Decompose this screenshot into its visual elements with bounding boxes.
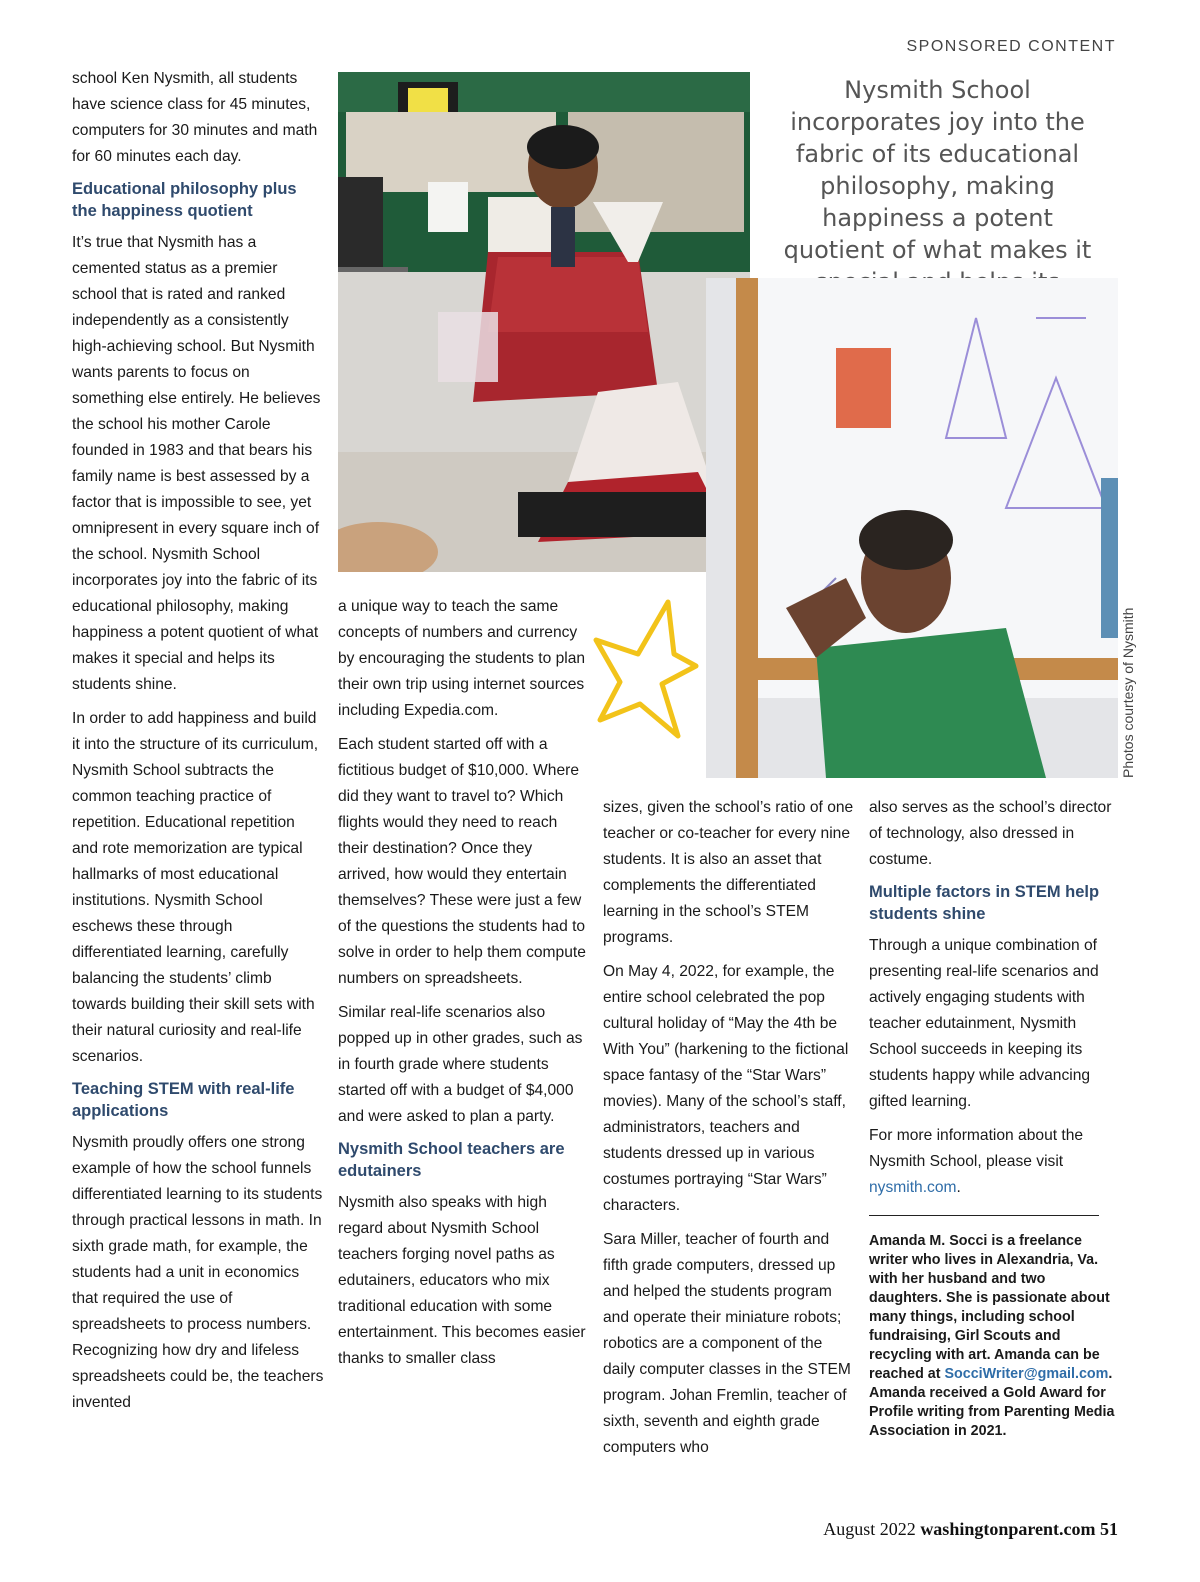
article-column-2 bbox=[338, 594, 588, 1380]
section-heading: Nysmith School teachers are edutainers bbox=[338, 1140, 565, 1180]
more-info-end: . bbox=[956, 1179, 961, 1196]
photo-credit-text: Photos courtesy of Nysmith bbox=[1120, 607, 1136, 778]
page-footer bbox=[823, 1519, 1118, 1540]
author-bio bbox=[869, 1232, 1121, 1441]
article-column-1 bbox=[72, 66, 324, 1424]
nysmith-link[interactable]: nysmith.com bbox=[869, 1179, 957, 1196]
paragraph: Similar real-life scenarios also popped up in other grades, such as in fourth grade where students started off with a budget of $4,000 and were asked to plan a party. bbox=[338, 1004, 583, 1125]
paragraph: also serves as the school’s director of technology, also dressed in costume. bbox=[869, 799, 1112, 868]
more-info-text: For more information about the Nysmith School, please visit bbox=[869, 1127, 1084, 1170]
pull-quote: Nysmith School incorporates joy into the fabric of its educational philosophy, making happiness a potent quotient of what makes it bbox=[783, 76, 1092, 264]
paragraph: In order to add happiness and build it into the structure of its curriculum, Nysmith School subtracts the common teaching practice of repetition. Educational repetition and rote memorization are typical hallmarks of most educational institutions. Nysmith School eschews these through differentiated learning, carefully balancing the students’ climb towards building their skill sets with their natural curiosity and real-life scenarios. bbox=[72, 710, 319, 1065]
author-email-link[interactable]: SocciWriter@gmail.com bbox=[944, 1366, 1109, 1382]
bio-divider bbox=[869, 1215, 1099, 1216]
photo-volcano-illustration bbox=[338, 72, 750, 572]
footer-date: August 2022 bbox=[823, 1519, 921, 1539]
paragraph: Nysmith proudly offers one strong example of how the school funnels differentiated learning to its students through practical lessons in math. In sixth grade math, for example, the students had a unit in economics that required the use of spreadsheets to process numbers. Recognizing how dry and lifeless spreadsheets could be, the teachers invented bbox=[72, 1134, 324, 1411]
paragraph: Through a unique combination of presenting real-life scenarios and actively engaging students with teacher edutainment, Nysmith School succeeds in keeping its students happy while advancing gifted learning. bbox=[869, 937, 1099, 1110]
article-column-4 bbox=[869, 795, 1121, 1209]
bio-text-end: . Amanda received a Gold Award for Profile writing from Parenting Media Association in 2021. bbox=[869, 1366, 1115, 1439]
photo-whiteboard-student bbox=[706, 278, 1118, 778]
sponsored-content-label: SPONSORED CONTENT bbox=[906, 38, 1116, 55]
footer-site: washingtonparent.com bbox=[920, 1519, 1096, 1539]
paragraph: It’s true that Nysmith has a cemented status as a premier school that is rated and ranked independently as a consistently high-achieving school. But Nysmith wants parents to focus on something else entirely. He believes the school his mother Carole founded in 1983 and that bears his family name is best assessed by a factor that is impossible to see, yet omnipresent in every square inch of the school. Nysmith School incorporates joy into the fabric of its educational philosophy, making happiness a potent quotient of what makes it special and helps its students shine. bbox=[72, 234, 321, 693]
paragraph: a unique way to teach the same concepts of numbers and currency by encouraging the students to plan their own trip using internet sources including Expedia.com. bbox=[338, 598, 586, 719]
section-heading: Teaching STEM with real-life applications bbox=[72, 1080, 295, 1120]
photo-volcano-experiment bbox=[338, 72, 750, 572]
photo-credit bbox=[1120, 598, 1142, 778]
star-icon bbox=[590, 596, 700, 746]
article-column-3 bbox=[603, 795, 855, 1469]
section-heading: Multiple factors in STEM help students shine bbox=[869, 883, 1100, 923]
page-number: 51 bbox=[1095, 1519, 1118, 1539]
section-heading: Educational philosophy plus the happiness quotient bbox=[72, 180, 297, 220]
paragraph: school Ken Nysmith, all students have science class for 45 minutes, computers for 30 minutes and math for 60 minutes each day. bbox=[72, 70, 318, 165]
paragraph: On May 4, 2022, for example, the entire school celebrated the pop cultural holiday of “May the 4th be With You” (harkening to the fictional space fantasy of the “Star Wars” movies). Many of the school’s staff, administrators, teachers and students dressed up in various costumes portraying “Star Wars” characters. bbox=[603, 963, 849, 1214]
paragraph: sizes, given the school’s ratio of one teacher or co-teacher for every nine students. It is also an asset that complements the differentiated learning in the school’s STEM programs. bbox=[603, 799, 854, 946]
more-info-paragraph bbox=[869, 1123, 1121, 1201]
paragraph: Each student started off with a fictitious budget of $10,000. Where did they want to travel to? Which flights would they need to reach their destination? Once they arrived, how would they entertain themselves? These were just a few of the questions the students had to solve in order to help them compute numbers on spreadsheets. bbox=[338, 736, 586, 987]
paragraph: Sara Miller, teacher of fourth and fifth grade computers, dressed up and helped the students program and operate their miniature robots; robotics are a component of the daily computer classes in the STEM program. Johan Fremlin, teacher of sixth, seventh and eighth grade computers who bbox=[603, 1231, 851, 1456]
paragraph: Nysmith also speaks with high regard about Nysmith School teachers forging novel paths as edutainers, educators who mix traditional education with some entertainment. This becomes easier thanks to smaller class bbox=[338, 1194, 586, 1367]
bio-text: Amanda M. Socci is a freelance writer who lives in Alexandria, Va. with her husband and two daughters. She is passionate about many things, including school fundraising, Girl Scouts and recycling with art. Amanda can be reached at bbox=[869, 1233, 1110, 1382]
photo-whiteboard-illustration bbox=[706, 278, 1118, 778]
